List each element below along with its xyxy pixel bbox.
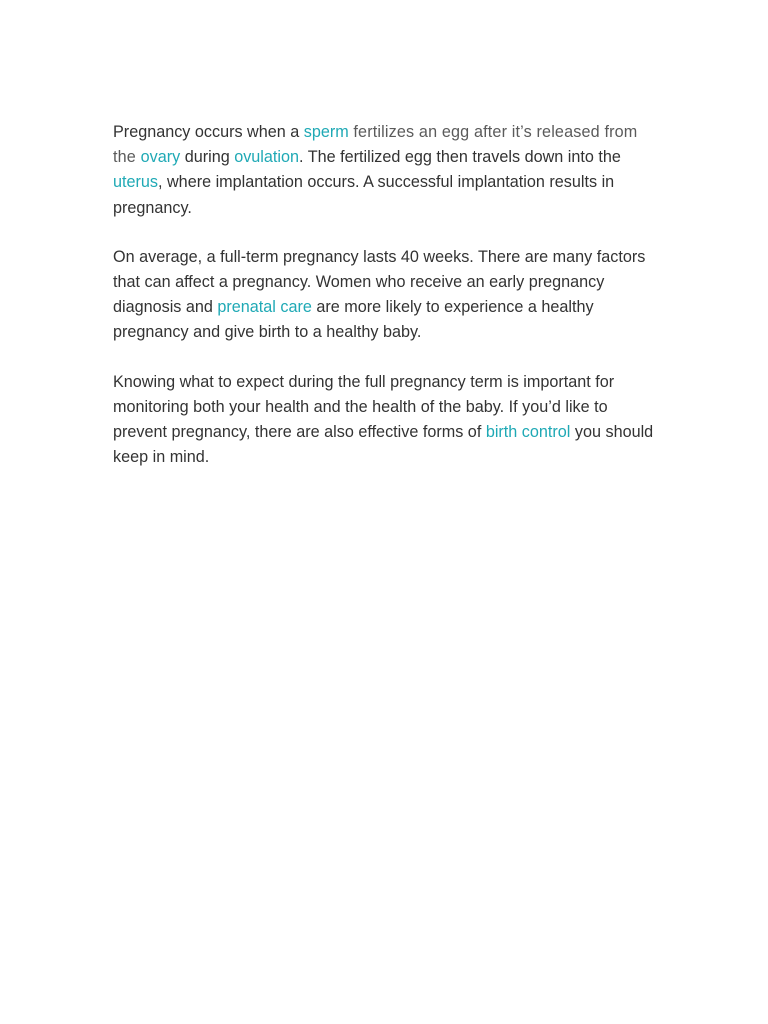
link-ovulation[interactable]: ovulation <box>234 148 300 167</box>
link-uterus[interactable]: uterus <box>113 173 158 192</box>
text-segment: Knowing what to expect during the full pregnancy term is important for monitoring both your health and the health of the baby. If you’d like to prevent pregnancy, there are also effective forms of <box>113 372 615 442</box>
text-segment: are more likely to experience a healthy pregnancy and give birth to a healthy baby. <box>113 298 594 342</box>
text-segment: during <box>180 148 235 167</box>
article-body <box>113 120 661 494</box>
text-segment: fertilizes an egg after it’s released from the <box>113 123 638 167</box>
paragraph-term <box>113 245 661 346</box>
paragraph-expectations <box>113 370 661 471</box>
text-segment: you should keep in mind. <box>113 423 654 467</box>
text-segment: Pregnancy occurs when a <box>113 123 304 141</box>
text-segment: . The fertilized egg then travels down into the <box>299 148 621 167</box>
link-sperm[interactable]: sperm <box>303 123 349 141</box>
link-birth-control[interactable]: birth control <box>485 423 571 442</box>
link-ovary[interactable]: ovary <box>140 148 181 167</box>
paragraph-conception <box>113 120 661 221</box>
text-segment: , where implantation occurs. A successful implantation results in pregnancy. <box>113 173 615 217</box>
link-prenatal-care[interactable]: prenatal care <box>217 298 312 317</box>
text-segment: On average, a full-term pregnancy lasts 40 weeks. There are many factors that can affect a pregnancy. Women who receive an early pregnancy diagnosis and <box>113 247 646 317</box>
